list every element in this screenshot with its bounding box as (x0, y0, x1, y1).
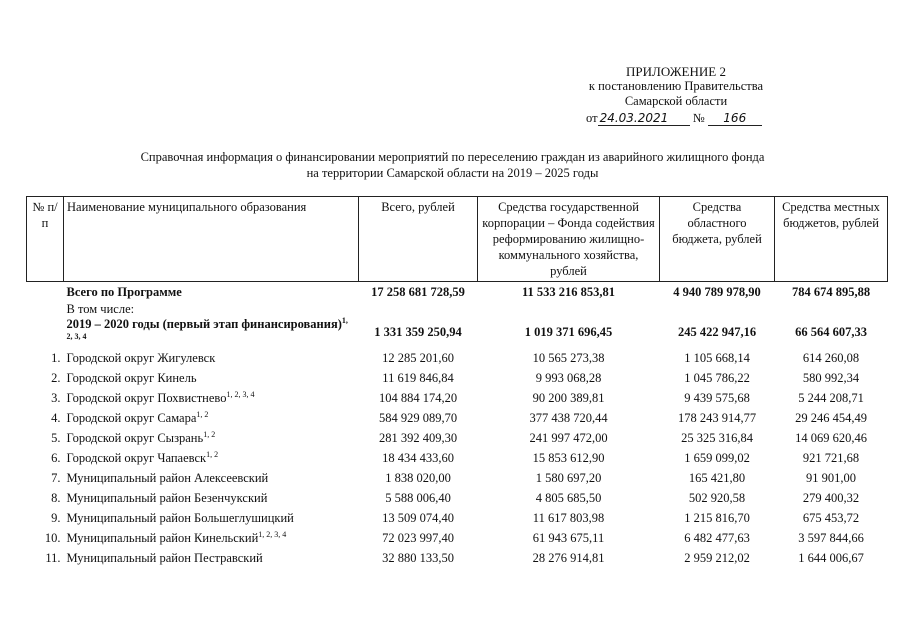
municipality-name (64, 448, 359, 468)
appendix-line-1: к постановлению Правительства (588, 79, 764, 93)
financing-table (26, 196, 888, 568)
document-title (80, 149, 825, 181)
stage-row (27, 316, 888, 348)
row-number: 2. (51, 371, 61, 385)
header-total: Всего, рублей (359, 197, 478, 282)
row-total: 1 838 020,00 (385, 471, 451, 485)
row-regional: 178 243 914,77 (677, 411, 757, 425)
row-fund: 9 993 068,28 (535, 371, 602, 385)
row-number: 8. (51, 491, 61, 505)
row-number: 4. (51, 411, 61, 425)
row-local: 675 453,72 (802, 511, 860, 525)
row-total: 584 929 089,70 (378, 411, 458, 425)
table-row (27, 508, 888, 528)
row-number: 1. (51, 351, 61, 365)
row-regional: 9 439 575,68 (684, 391, 750, 405)
row-number: 10. (44, 531, 61, 545)
header-fund: Средства государственной корпорации – Фонда содействия реформированию жилищно-коммунального хозяйства, рублей (478, 197, 660, 282)
municipality-name-text: Муниципальный район Пестравский (66, 551, 263, 565)
table-row (27, 548, 888, 568)
municipality-name (64, 388, 359, 408)
table-row (27, 468, 888, 488)
total-row-total: 17 258 681 728,59 (371, 285, 465, 299)
row-total: 12 285 201,60 (382, 351, 454, 365)
table-row (27, 488, 888, 508)
appendix-line-2: Самарской области (624, 94, 728, 108)
footnote-marker: 1, 2 (206, 449, 219, 459)
number-label: № (692, 111, 705, 125)
resolution-date: 24.03.2021 (598, 111, 690, 126)
municipality-name-text: Муниципальный район Алексеевский (66, 471, 269, 485)
table-row (27, 448, 888, 468)
table-row (27, 368, 888, 388)
row-regional: 502 920,58 (688, 491, 746, 505)
row-total: 13 509 074,40 (382, 511, 454, 525)
row-fund: 377 438 720,44 (529, 411, 608, 425)
resolution-line (586, 111, 762, 126)
title-line-2: на территории Самарской области на 2019 – 2025 годы (306, 166, 599, 180)
row-local: 614 260,08 (802, 351, 860, 365)
row-regional: 1 105 668,14 (684, 351, 750, 365)
row-total: 104 884 174,20 (378, 391, 458, 405)
stage-row-regional: 245 422 947,16 (677, 325, 757, 339)
municipality-name-text: Городской округ Самара (66, 411, 197, 425)
row-regional: 25 325 316,84 (681, 431, 753, 445)
row-local: 1 644 006,67 (798, 551, 864, 565)
row-local: 580 992,34 (802, 371, 860, 385)
total-row-regional: 4 940 789 978,90 (673, 285, 761, 299)
table-row (27, 348, 888, 368)
stage-row-fund: 1 019 371 696,45 (524, 325, 613, 339)
total-row (27, 282, 888, 303)
row-local: 29 246 454,49 (795, 411, 867, 425)
row-regional: 1 659 099,02 (684, 451, 750, 465)
municipality-name-text: Городской округ Кинель (66, 371, 197, 385)
row-fund: 28 276 914,81 (532, 551, 605, 565)
total-row-name: Всего по Программе (66, 285, 182, 299)
municipality-name (64, 548, 359, 568)
row-number: 7. (51, 471, 61, 485)
row-regional: 6 482 477,63 (684, 531, 750, 545)
row-number: 3. (51, 391, 61, 405)
row-total: 5 588 006,40 (385, 491, 451, 505)
row-regional: 1 215 816,70 (684, 511, 750, 525)
stage-row-local: 66 564 607,33 (795, 325, 867, 339)
row-total: 281 392 409,30 (378, 431, 458, 445)
total-row-fund: 11 533 216 853,81 (521, 285, 616, 299)
row-number: 5. (51, 431, 61, 445)
row-regional: 1 045 786,22 (684, 371, 750, 385)
row-local: 91 901,00 (806, 471, 856, 485)
municipality-name (64, 528, 359, 548)
municipality-name (64, 408, 359, 428)
row-fund: 61 943 675,11 (532, 531, 605, 545)
municipality-name-text: Муниципальный район Безенчукский (66, 491, 268, 505)
row-local: 14 069 620,46 (795, 431, 867, 445)
row-fund: 90 200 389,81 (532, 391, 605, 405)
row-local: 279 400,32 (802, 491, 860, 505)
stage-footnote: 1, 2, 3, 4 (66, 315, 348, 341)
row-regional: 2 959 212,02 (684, 551, 750, 565)
table-row (27, 428, 888, 448)
municipality-name-text: Муниципальный район Кинельский (66, 531, 259, 545)
row-number: 11. (45, 551, 61, 565)
footnote-marker: 1, 2, 3, 4 (226, 389, 255, 399)
from-label: от (586, 111, 598, 125)
municipality-name-text: Городской округ Жигулевск (66, 351, 216, 365)
municipality-name-text: Муниципальный район Большеглушицкий (66, 511, 294, 525)
municipality-name (64, 428, 359, 448)
municipality-name (64, 348, 359, 368)
row-local: 3 597 844,66 (798, 531, 864, 545)
appendix-block (581, 64, 771, 109)
municipality-name (64, 468, 359, 488)
municipality-name (64, 368, 359, 388)
row-fund: 10 565 273,38 (532, 351, 605, 365)
resolution-number: 166 (708, 111, 762, 126)
header-name: Наименование муниципального образования (64, 197, 359, 282)
title-line-1: Справочная информация о финансировании мероприятий по переселению граждан из аварийного жилищного фонда (140, 150, 765, 164)
row-total: 11 619 846,84 (382, 371, 454, 385)
footnote-marker: 1, 2 (196, 409, 209, 419)
appendix-title: ПРИЛОЖЕНИЕ 2 (626, 64, 726, 79)
footnote-marker: 1, 2, 3, 4 (258, 529, 287, 539)
table-row (27, 408, 888, 428)
row-fund: 241 997 472,00 (529, 431, 608, 445)
table-row (27, 528, 888, 548)
municipality-name (64, 488, 359, 508)
header-local: Средства местных бюджетов, рублей (775, 197, 888, 282)
row-local: 5 244 208,71 (798, 391, 864, 405)
total-row-local: 784 674 895,88 (791, 285, 871, 299)
row-total: 72 023 997,40 (382, 531, 454, 545)
municipality-name-text: Городской округ Сызрань (66, 431, 204, 445)
table-header-row (27, 197, 888, 282)
footnote-marker: 1, 2 (203, 429, 216, 439)
row-regional: 165 421,80 (688, 471, 746, 485)
municipality-name (64, 508, 359, 528)
stage-row-name (64, 316, 359, 348)
row-number: 9. (51, 511, 61, 525)
municipality-name-text: Городской округ Похвистнево (66, 391, 227, 405)
row-fund: 4 805 685,50 (535, 491, 602, 505)
header-regional: Средства областного бюджета, рублей (660, 197, 775, 282)
row-fund: 11 617 803,98 (532, 511, 605, 525)
row-local: 921 721,68 (802, 451, 860, 465)
row-total: 32 880 133,50 (382, 551, 454, 565)
row-fund: 15 853 612,90 (532, 451, 605, 465)
including-row (27, 302, 888, 316)
row-fund: 1 580 697,20 (535, 471, 602, 485)
municipality-name-text: Городской округ Чапаевск (66, 451, 207, 465)
stage-row-total: 1 331 359 250,94 (374, 325, 462, 339)
including-label: В том числе: (66, 302, 135, 316)
row-number: 6. (51, 451, 61, 465)
stage-name-text: 2019 – 2020 годы (первый этап финансирования) (66, 317, 342, 331)
header-no: № п/п (27, 197, 64, 282)
row-total: 18 434 433,60 (382, 451, 454, 465)
table-row (27, 388, 888, 408)
